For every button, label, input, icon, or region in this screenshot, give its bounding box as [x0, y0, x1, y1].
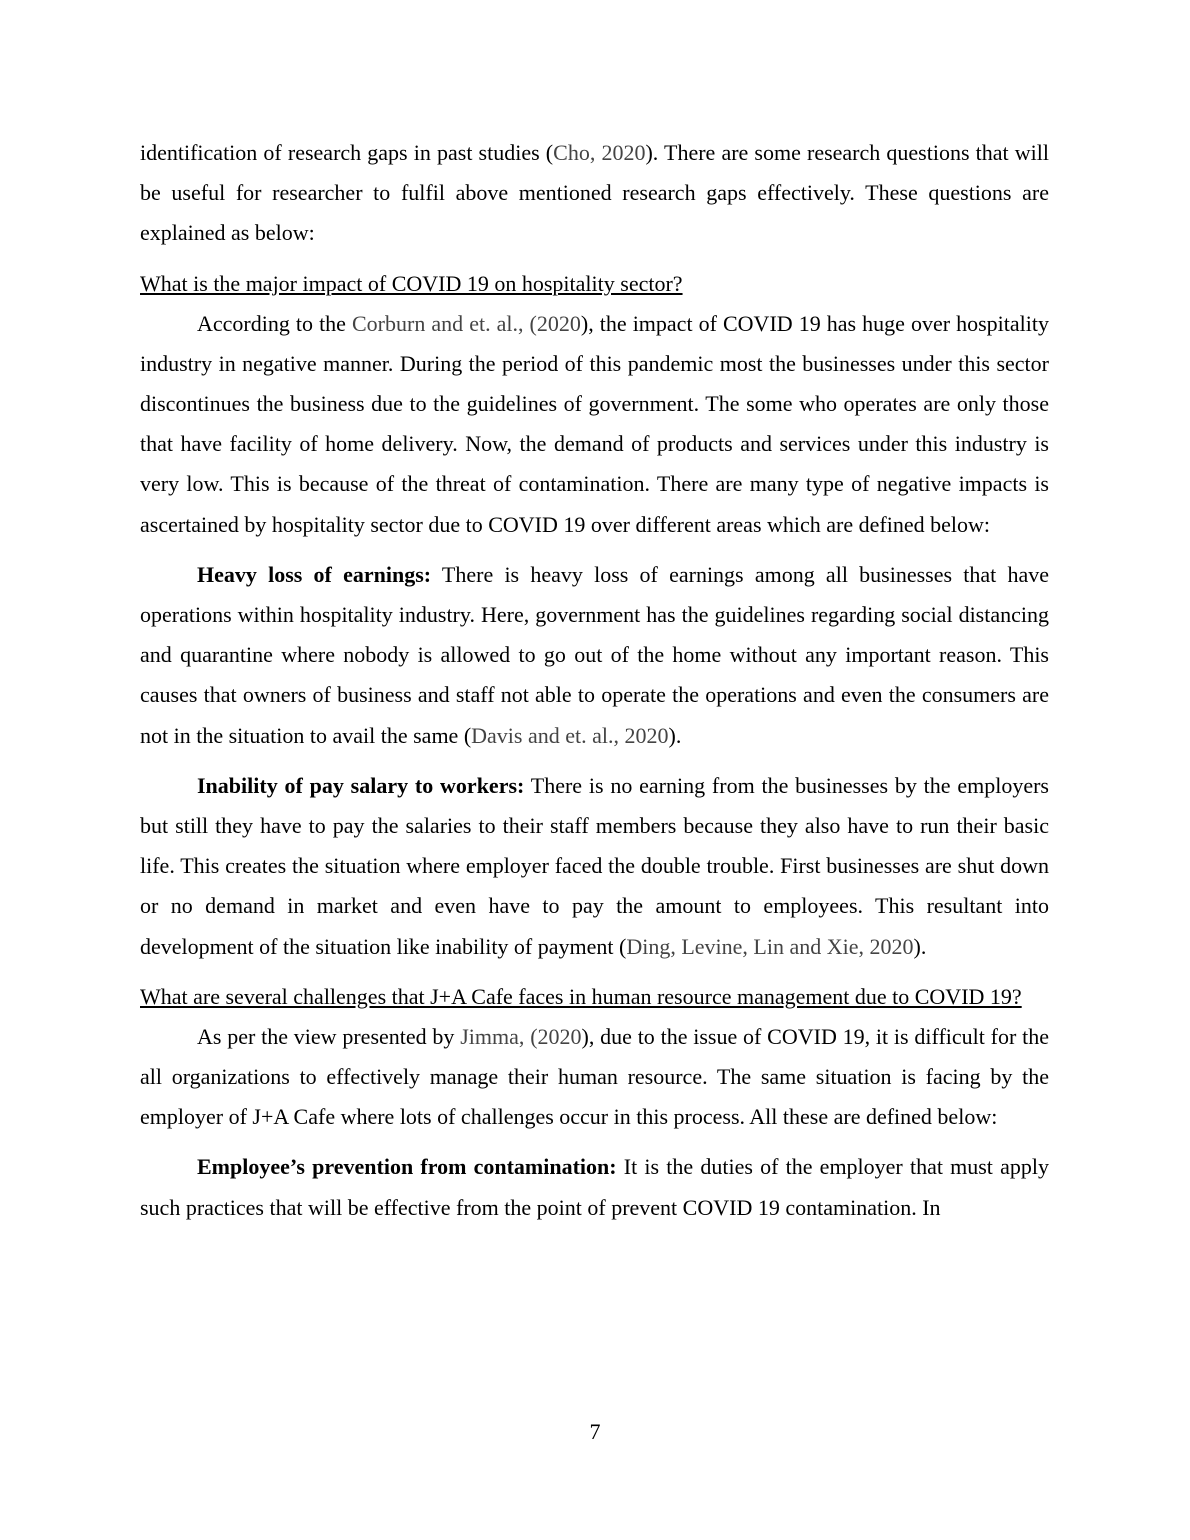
- question-heading-impact: What is the major impact of COVID 19 on hospitality sector?: [140, 270, 683, 296]
- term-heading: Inability of pay salary to workers:: [197, 772, 525, 798]
- paragraph-hr-challenges: As per the view presented by Jimma, (2020), due to the issue of COVID 19, it is difficult for the all organizations to effectively manage their human resource. The same situation is facing by the employer of J+A Cafe where lots of challenges occur in this process. All these are defined below:: [140, 1023, 1049, 1130]
- paragraph-employee-prevention: Employee’s prevention from contamination: It is the duties of the employer that must apply such practices that will be effective from the point of prevent COVID 19 contamination. In: [140, 1154, 1049, 1220]
- citation: Corburn and et. al., (2020: [352, 310, 581, 336]
- citation: Ding, Levine, Lin and Xie, 2020: [626, 933, 914, 959]
- page-number: 7: [589, 1419, 601, 1444]
- citation: Cho, 2020: [553, 140, 646, 165]
- paragraph-inability-pay-salary: Inability of pay salary to workers: There is no earning from the businesses by the employers but still they have to pay the salaries to their staff members because they also have to run their basic life. This creates the situation where employer faced the double trouble. First businesses are shut down or no demand in market and even have to pay the amount to employees. This resultant into development of the situation like inability of payment (Ding, Levine, Lin and Xie, 2020).: [140, 772, 1049, 959]
- paragraph-loss-of-earnings: Heavy loss of earnings: There is heavy loss of earnings among all businesses that have operations within hospitality industry. Here, government has the guidelines regarding social distancing and quarantine where nobody is allowed to go out of the home without any important reason. This causes that owners of business and staff not able to operate the operations and even the consumers are not in the situation to avail the same (Davis and et. al., 2020).: [140, 561, 1049, 748]
- citation: Davis and et. al., 2020: [471, 722, 669, 748]
- question-heading-challenges: What are several challenges that J+A Cafe faces in human resource management due to COVID 19?: [140, 983, 1022, 1009]
- term-heading: Employee’s prevention from contamination:: [197, 1154, 617, 1180]
- paragraph-research-gaps: identification of research gaps in past studies (Cho, 2020). There are some research questions that will be useful for researcher to fulfil above mentioned research gaps effectively. These questions are explained as below:: [140, 140, 1049, 246]
- document-page: [140, 133, 1049, 1228]
- citation: Jimma, (2020: [460, 1023, 582, 1049]
- term-heading: Heavy loss of earnings:: [197, 561, 432, 587]
- paragraph-impact: According to the Corburn and et. al., (2020), the impact of COVID 19 has huge over hospitality industry in negative manner. During the period of this pandemic most the businesses under this sector discontinues the business due to the guidelines of government. The some who operates are only those that have facility of home delivery. Now, the demand of products and services under this industry is very low. This is because of the threat of contamination. There are many type of negative impacts is ascertained by hospitality sector due to COVID 19 over different areas which are defined below:: [140, 310, 1049, 537]
